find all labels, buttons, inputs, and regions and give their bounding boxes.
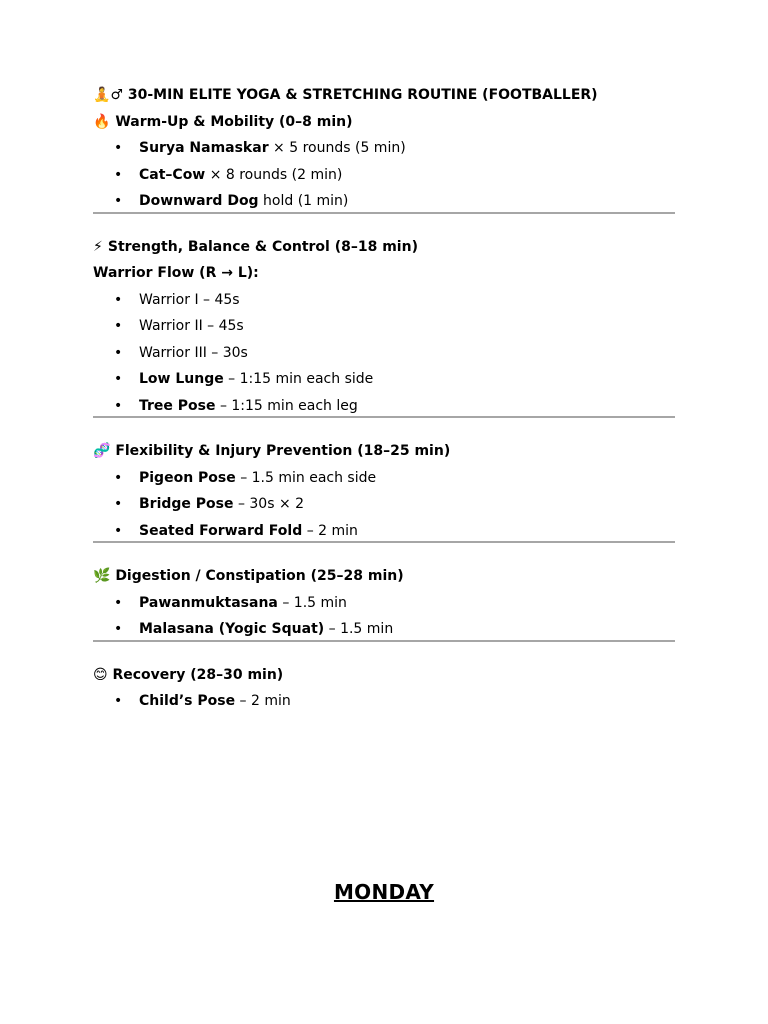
exercise-list-warmup: [93, 139, 675, 219]
list-item: [93, 344, 675, 371]
section-heading-text: Warm-Up & Mobility (0–8 min): [115, 113, 353, 130]
bullet: •: [114, 397, 123, 414]
bullet: •: [114, 496, 123, 512]
smiling-face-icon: 😊: [93, 666, 108, 683]
exercise-name: Tree Pose: [139, 397, 216, 414]
exercise-detail: – 1.5 min each side: [235, 469, 377, 486]
exercise-name: Cat–Cow: [139, 166, 206, 183]
list-item: [93, 166, 675, 193]
section-heading-flexibility: [93, 442, 675, 469]
exercise-name: Bridge Pose: [139, 496, 234, 512]
list-item: [93, 192, 675, 219]
bullet: •: [114, 344, 123, 361]
list-item: [93, 692, 675, 719]
exercise-list-recovery: [93, 692, 675, 719]
list-item: [93, 291, 675, 318]
list-item: [93, 469, 675, 496]
exercise-detail: hold (1 min): [258, 193, 349, 209]
exercise-detail: – 1:15 min each leg: [215, 397, 358, 414]
bullet: •: [114, 469, 123, 486]
bullet: •: [114, 522, 123, 539]
list-item: [93, 370, 675, 397]
exercise-detail: – 1.5 min: [277, 594, 347, 611]
list-item: [93, 495, 675, 522]
bullet: •: [114, 140, 123, 156]
section-heading-warmup: [93, 113, 675, 140]
list-item: [93, 620, 675, 647]
routine-document: [93, 86, 675, 719]
section-heading-recovery: [93, 666, 675, 693]
lightning-icon: ⚡: [93, 238, 103, 255]
bullet: •: [114, 291, 123, 308]
section-heading-text: Recovery (28–30 min): [112, 666, 284, 683]
exercise-name: Malasana (Yogic Squat): [139, 621, 325, 637]
exercise-detail: – 30s × 2: [233, 496, 305, 512]
exercise-detail: Warrior III – 30s: [139, 344, 248, 361]
list-item: [93, 522, 675, 549]
bullet: •: [114, 318, 123, 334]
exercise-name: Downward Dog: [139, 193, 259, 209]
exercise-list-flexibility: [93, 469, 675, 549]
exercise-list-strength: [93, 291, 675, 424]
section-heading-text: Digestion / Constipation (25–28 min): [115, 568, 404, 584]
exercise-detail: – 1.5 min: [324, 621, 394, 637]
exercise-name: Pigeon Pose: [139, 469, 236, 486]
exercise-name: Pawanmuktasana: [139, 594, 278, 611]
day-title: MONDAY: [333, 880, 435, 904]
exercise-name: Child’s Pose: [139, 693, 236, 709]
list-item: [93, 594, 675, 621]
exercise-detail: – 2 min: [302, 522, 358, 539]
bullet: •: [114, 621, 123, 637]
exercise-detail: × 5 rounds (5 min): [268, 140, 406, 156]
bullet: •: [114, 693, 123, 709]
bullet: •: [114, 193, 123, 209]
exercise-name: Low Lunge: [139, 371, 224, 387]
exercise-list-digestion: [93, 594, 675, 647]
bullet: •: [114, 166, 123, 183]
list-item: [93, 317, 675, 344]
leaf-icon: 🌿: [93, 568, 111, 584]
list-item: [93, 139, 675, 166]
bullet: •: [114, 371, 123, 387]
list-item: [93, 397, 675, 424]
section-subheading-warrior-flow: Warrior Flow (R → L):: [93, 265, 259, 281]
person-in-lotus-position-icon: 🧘: [93, 87, 111, 103]
male-sign-icon: ♂: [110, 87, 123, 103]
document-title-text: 30-MIN ELITE YOGA & STRETCHING ROUTINE (FOOTBALLER): [127, 87, 598, 103]
section-heading-text: Strength, Balance & Control (8–18 min): [107, 238, 418, 255]
section-heading-text: Flexibility & Injury Prevention (18–25 min): [115, 443, 451, 459]
exercise-detail: × 8 rounds (2 min): [205, 166, 343, 183]
fire-icon: 🔥: [93, 113, 111, 130]
section-heading-digestion: [93, 567, 675, 594]
exercise-name: Surya Namaskar: [139, 140, 269, 156]
exercise-detail: Warrior II – 45s: [139, 318, 244, 334]
exercise-detail: – 2 min: [235, 693, 291, 709]
bullet: •: [114, 594, 123, 611]
exercise-detail: Warrior I – 45s: [139, 291, 240, 308]
section-heading-strength: [93, 238, 675, 265]
exercise-name: Seated Forward Fold: [139, 522, 303, 539]
exercise-detail: – 1:15 min each side: [223, 371, 374, 387]
dna-icon: 🧬: [93, 443, 111, 459]
document-title: [93, 86, 675, 113]
